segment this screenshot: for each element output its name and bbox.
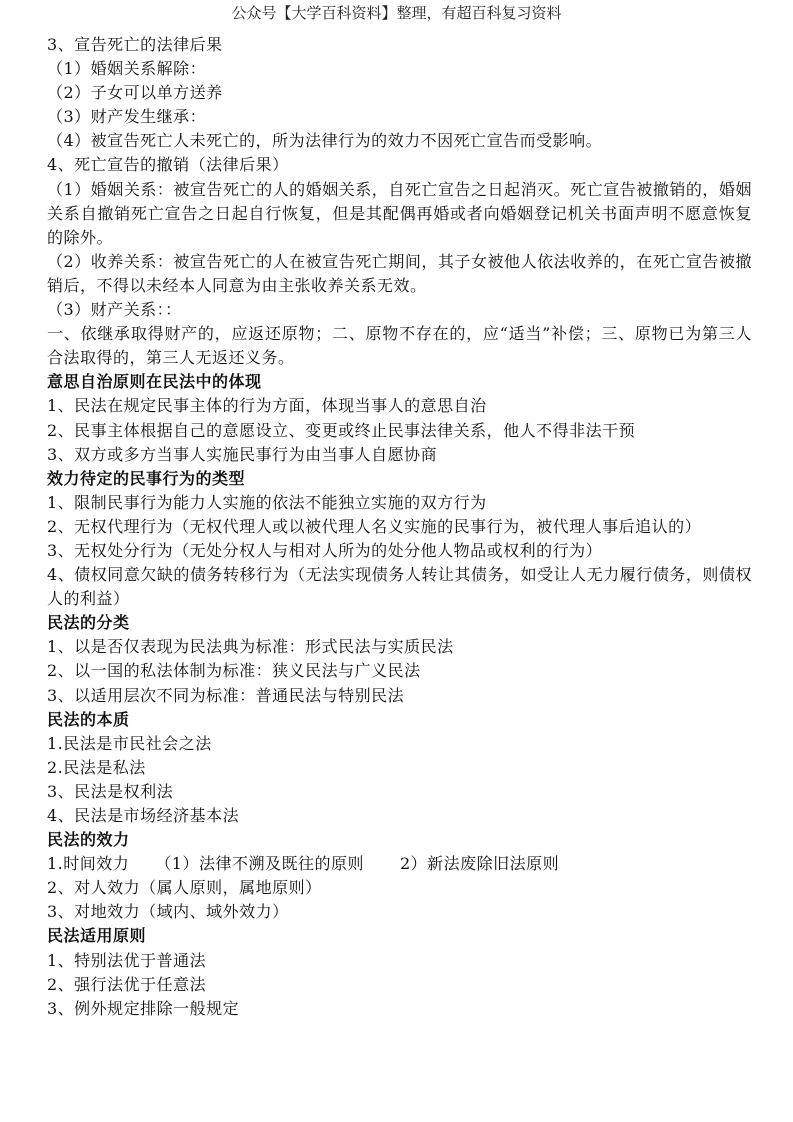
time-effect-label: 1.时间效力: [47, 854, 130, 874]
time-effect-principle-2: 2）新法废除旧法原则: [399, 854, 560, 874]
list-item: （3）财产发生继承：: [47, 107, 207, 127]
section-title: 3、宣告死亡的法律后果: [47, 35, 223, 54]
list-item: 2、民事主体根据自己的意愿设立、变更或终止民事法律关系，他人不得非法干预: [47, 420, 636, 440]
paragraph-marriage: （1）婚姻关系：被宣告死亡的人的婚姻关系，自死亡宣告之日起消灭。死亡宣告被撤销的，婚姻关系自撤销死亡宣告之日起自行恢复，但是其配偶再婚或者向婚姻登记机关书面声明不愿意恢复的除外。: [47, 179, 752, 247]
list-item: 3、对地效力（域内、域外效力）: [47, 902, 289, 922]
heading-essence: 民法的本质: [47, 709, 130, 729]
list-item: 3、例外规定排除一般规定: [47, 998, 240, 1018]
section-title: 4、死亡宣告的撤销（法律后果）: [47, 155, 289, 175]
list-item: 1、以是否仅表现为民法典为标准：形式民法与实质民法: [47, 637, 454, 657]
list-item: 3、双方或多方当事人实施民事行为由当事人自愿协商: [47, 444, 438, 464]
list-item: （2）子女可以单方送养: [47, 83, 223, 103]
heading-classification: 民法的分类: [47, 613, 130, 633]
list-item: （4）被宣告死亡人未死亡的，所为法律行为的效力不因死亡宣告而受影响。: [47, 131, 603, 151]
list-item: 3、以适用层次不同为标准：普通民法与特别民法: [47, 685, 405, 705]
list-item-time-effect: [47, 852, 752, 876]
list-item: 2、无权代理行为（无权代理人或以被代理人名义实施的民事行为，被代理人事后追认的）: [47, 516, 702, 536]
heading-effect: 民法的效力: [47, 830, 130, 850]
list-item: 1.民法是市民社会之法: [47, 733, 212, 753]
heading-pending-validity: 效力待定的民事行为的类型: [47, 468, 246, 488]
list-item: 2、强行法优于任意法: [47, 974, 207, 994]
list-item: （1）婚姻关系解除：: [47, 59, 207, 79]
time-effect-principle-1: （1）法律不溯及既往的原则: [155, 854, 364, 874]
list-item: 3、无权处分行为（无处分权人与相对人所为的处分他人物品或权利的行为）: [47, 540, 603, 560]
list-item: 1、民法在规定民事主体的行为方面，体现当事人的意思自治: [47, 396, 487, 416]
paragraph-property: 一、依继承取得财产的，应返还原物；二、原物不存在的，应“适当”补偿；三、原物已为第三人合法取得的，第三人无返还义务。: [47, 324, 752, 368]
heading-autonomy: 意思自治原则在民法中的体现: [47, 372, 262, 392]
list-item: 4、债权同意欠缺的债务转移行为（无法实现债务人转让其债务，如受让人无力履行债务，则债权人的利益）: [47, 565, 752, 609]
list-item: 4、民法是市场经济基本法: [47, 806, 240, 825]
list-item: 1、限制民事行为能力人实施的依法不能独立实施的双方行为: [47, 492, 487, 512]
list-item: 2、对人效力（属人原则，属地原则）: [47, 878, 322, 898]
document-body: [47, 33, 752, 1021]
heading-application: 民法适用原则: [47, 926, 147, 946]
paragraph-adoption: （2）收养关系：被宣告死亡的人在被宣告死亡期间，其子女被他人依法收养的，在死亡宣告被撤销后，不得以未经本人同意为由主张收养关系无效。: [47, 251, 752, 295]
page-header: 公众号【大学百科资料】整理，有超百科复习资料: [231, 4, 562, 22]
list-item: 3、民法是权利法: [47, 781, 174, 801]
list-item: 2、以一国的私法体制为标准：狭义民法与广义民法: [47, 661, 421, 681]
list-item: 1、特别法优于普通法: [47, 950, 207, 970]
list-item: （3）财产关系：：: [47, 300, 182, 320]
list-item: 2.民法是私法: [47, 757, 146, 777]
